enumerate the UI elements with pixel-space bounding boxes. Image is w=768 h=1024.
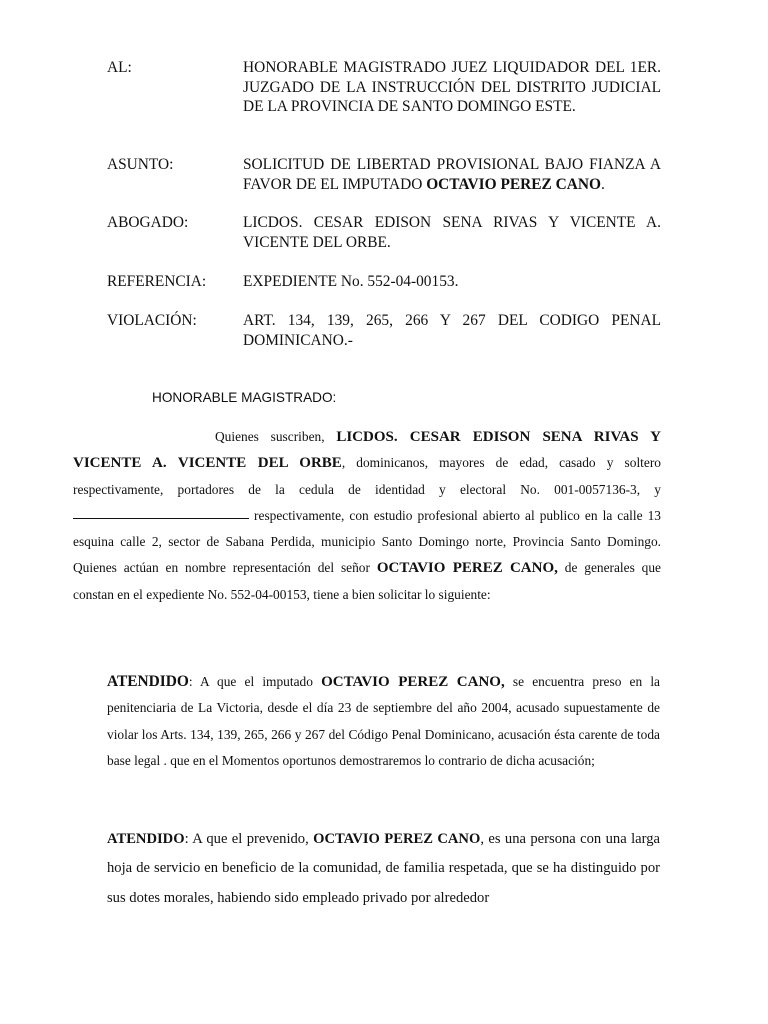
header-label: AL: xyxy=(107,59,132,76)
bold-text-run: OCTAVIO PEREZ CANO, xyxy=(376,560,558,577)
bold-text-run: ATENDIDO xyxy=(107,831,185,847)
header-label: ABOGADO: xyxy=(107,214,189,231)
text-run: ART. 134, 139, 265, 266 Y 267 DEL CODIGO PENAL DOMINICANO.- xyxy=(243,312,661,349)
text-run: . xyxy=(600,175,605,193)
text-run: , es una persona con una larga hoja de servicio en beneficio de la comunidad, de familia respetada, que se ha distinguido por sus dotes morales, habiendo sido empleado privado por alrededor xyxy=(107,831,660,906)
bold-text-run: OCTAVIO PEREZ CANO xyxy=(426,175,601,193)
header-row-al xyxy=(107,58,661,117)
text-run: Quienes suscriben, xyxy=(215,429,337,444)
atendido-paragraph-1 xyxy=(107,669,660,774)
text-run: se encuentra preso en la penitenciaria de La Victoria, desde el día 23 de septiembre del año 2004, acusado supuestamente de violar los Arts. 134, 139, 265, 266 y 267 del Código Penal Dominicano, acusación ésta carente de toda base legal . que en el Momentos oportunos demostraremos lo contrario de dicha acusación; xyxy=(107,674,660,768)
text-run: : A que el prevenido, xyxy=(184,831,314,847)
header-value-subject xyxy=(243,155,661,194)
header-value-violation xyxy=(243,311,661,350)
header-row-violacion xyxy=(107,311,661,350)
header-row-asunto xyxy=(107,155,661,194)
atendido-paragraph-2 xyxy=(107,825,660,913)
bold-text-run: ATENDIDO xyxy=(107,673,189,690)
text-run: de generales que constan en el expediente No. 552-04-00153, tiene a bien solicitar lo siguiente: xyxy=(73,560,661,602)
blank-fill-line xyxy=(73,517,249,519)
text-run: , dominicanos, mayores de edad, casado y soltero respectivamente, portadores de la cedula de identidad y electoral No. 001-0057136-3, y xyxy=(73,455,661,497)
header-label: VIOLACIÓN: xyxy=(107,312,197,329)
bold-text-run: OCTAVIO PEREZ CANO xyxy=(313,831,481,847)
bold-text-run: OCTAVIO PEREZ CANO, xyxy=(321,674,505,690)
text-run: LICDOS. CESAR EDISON SENA RIVAS Y VICENTE A. VICENTE DEL ORBE. xyxy=(243,214,661,251)
header-row-abogado xyxy=(107,213,661,252)
bold-text-run: LICDOS. CESAR EDISON SENA RIVAS Y VICENTE A. VICENTE DEL ORBE xyxy=(73,429,661,472)
header-value-addressee xyxy=(243,58,661,117)
salutation: HONORABLE MAGISTRADO: xyxy=(152,390,337,405)
intro-paragraph xyxy=(73,424,661,608)
header-row-referencia xyxy=(107,272,661,292)
text-run: respectivamente, con estudio profesional abierto al publico en la calle 13 esquina calle 2, sector de Sabana Perdida, municipio Santo Domingo norte, Provincia Santo Domingo. Quienes actúan en nombre representación del señor xyxy=(73,507,661,576)
header-value-reference xyxy=(243,272,661,292)
text-run: SOLICITUD DE LIBERTAD PROVISIONAL BAJO FIANZA A FAVOR DE EL IMPUTADO xyxy=(243,156,661,193)
text-run: : A que el imputado xyxy=(188,674,322,689)
text-run: EXPEDIENTE No. 552-04-00153. xyxy=(243,273,459,290)
header-value-lawyers xyxy=(243,213,661,252)
text-run: HONORABLE MAGISTRADO JUEZ LIQUIDADOR DEL 1ER. JUZGADO DE LA INSTRUCCIÓN DEL DISTRITO JUDICIAL DE LA PROVINCIA DE SANTO DOMINGO ESTE. xyxy=(243,59,661,116)
header-label: REFERENCIA: xyxy=(107,273,207,290)
header-label: ASUNTO: xyxy=(107,156,174,173)
